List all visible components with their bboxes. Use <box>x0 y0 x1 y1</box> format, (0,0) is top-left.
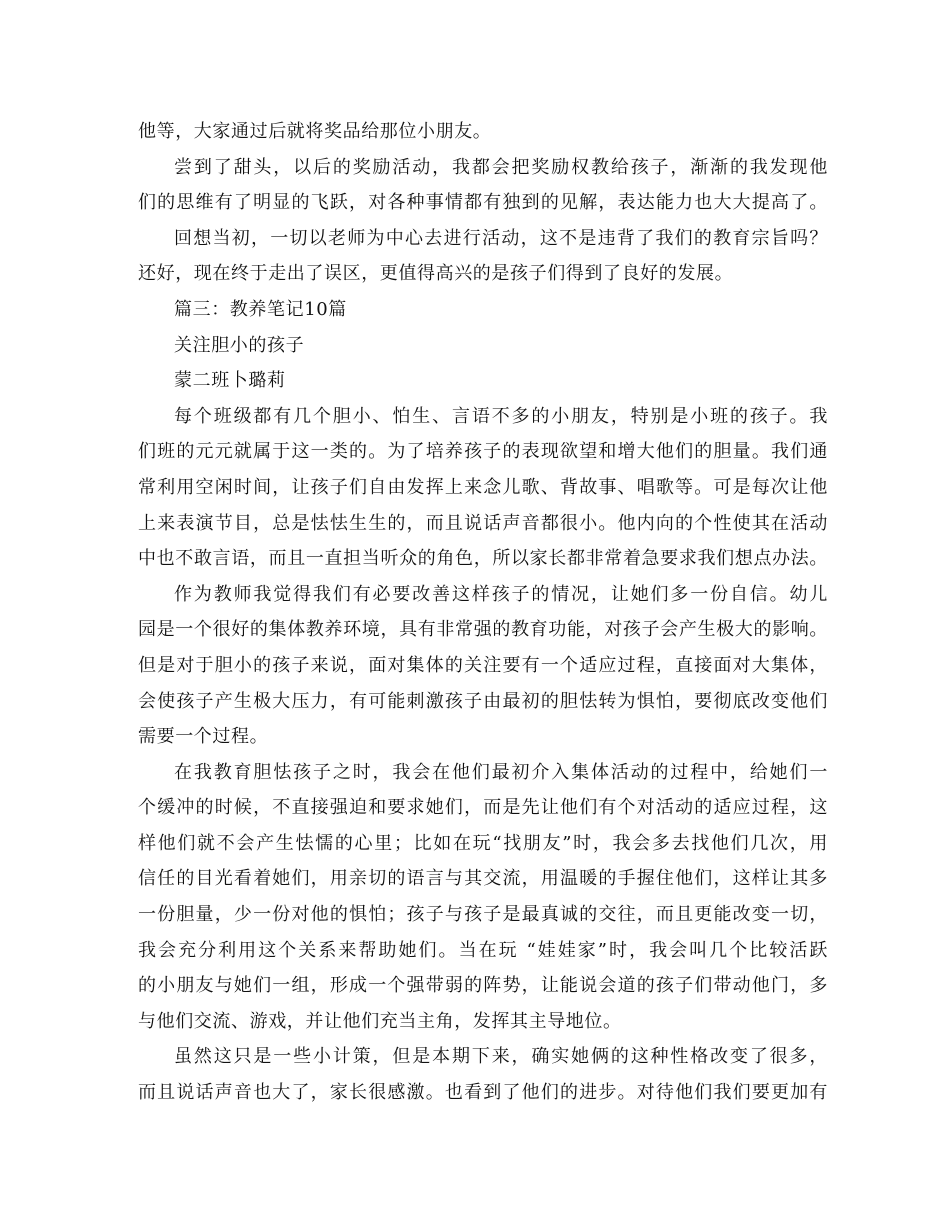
text-line: 每个班级都有几个胆小、怕生、言语不多的小朋友，特别是小班的孩子。我 <box>174 405 828 427</box>
text-line: 我会充分利用这个关系来帮助她们。当在玩 “娃娃家”时，我会叫几个比较活跃 <box>138 939 828 961</box>
text-line: 一份胆量，少一份对他的惧怕；孩子与孩子是最真诚的交往，而且更能改变一切， <box>138 904 828 926</box>
text-line: 回想当初，一切以老师为中心去进行活动，这不是违背了我们的教育宗旨吗？ <box>174 227 828 249</box>
text-line: 样他们就不会产生怯懦的心里；比如在玩“找朋友”时，我会多去找他们几次，用 <box>138 832 828 854</box>
text-line: 中也不敢言语，而且一直担当听众的角色，所以家长都非常着急要求我们想点办法。 <box>138 548 828 570</box>
text-line: 们的思维有了明显的飞跃，对各种事情都有独到的见解，表达能力也大大提高了。 <box>138 192 828 214</box>
text-line: 蒙二班卜璐莉 <box>174 370 286 392</box>
text-line: 上来表演节目，总是怯怯生生的，而且说话声音都很小。他内向的个性使其在活动 <box>138 512 828 534</box>
text-line: 还好，现在终于走出了误区，更值得高兴的是孩子们得到了良好的发展。 <box>138 263 734 285</box>
document-body <box>138 114 828 1111</box>
text-line: 关注胆小的孩子 <box>174 334 305 356</box>
text-line: 园是一个很好的集体教养环境，具有非常强的教育功能，对孩子会产生极大的影响。 <box>138 619 828 641</box>
text-line: 个缓冲的时候，不直接强迫和要求她们，而是先让他们有个对活动的适应过程，这 <box>138 797 828 819</box>
text-line: 篇三：教养笔记10篇 <box>174 298 347 320</box>
text-line: 但是对于胆小的孩子来说，面对集体的关注要有一个适应过程，直接面对大集体， <box>138 654 828 676</box>
text-line: 需要一个过程。 <box>138 726 269 748</box>
text-line: 常利用空闲时间，让孩子们自由发挥上来念儿歌、背故事、唱歌等。可是每次让他 <box>138 476 828 498</box>
text-line: 虽然这只是一些小计策，但是本期下来，确实她俩的这种性格改变了很多， <box>174 1046 828 1068</box>
text-line: 他等，大家通过后就将奖品给那位小朋友。 <box>138 121 492 142</box>
text-line: 们班的元元就属于这一类的。为了培养孩子的表现欲望和增大他们的胆量。我们通 <box>138 441 828 463</box>
text-line: 尝到了甜头，以后的奖励活动，我都会把奖励权教给孩子，渐渐的我发现他 <box>174 156 828 178</box>
text-line: 会使孩子产生极大压力，有可能刺激孩子由最初的胆怯转为惧怕，要彻底改变他们 <box>138 690 828 712</box>
text-line: 而且说话声音也大了，家长很感激。也看到了他们的进步。对待他们我们要更加有 <box>138 1082 828 1104</box>
text-line: 作为教师我觉得我们有必要改善这样孩子的情况，让她们多一份自信。幼儿 <box>174 583 828 605</box>
text-line: 与他们交流、游戏，并让他们充当主角，发挥其主导地位。 <box>138 1010 622 1032</box>
text-line: 在我教育胆怯孩子之时，我会在他们最初介入集体活动的过程中，给她们一 <box>174 761 828 783</box>
text-line: 的小朋友与她们一组，形成一个强带弱的阵势，让能说会道的孩子们带动他门，多 <box>138 975 828 997</box>
text-line: 信任的目光看着她们，用亲切的语言与其交流，用温暖的手握住他们，这样让其多 <box>138 868 828 890</box>
